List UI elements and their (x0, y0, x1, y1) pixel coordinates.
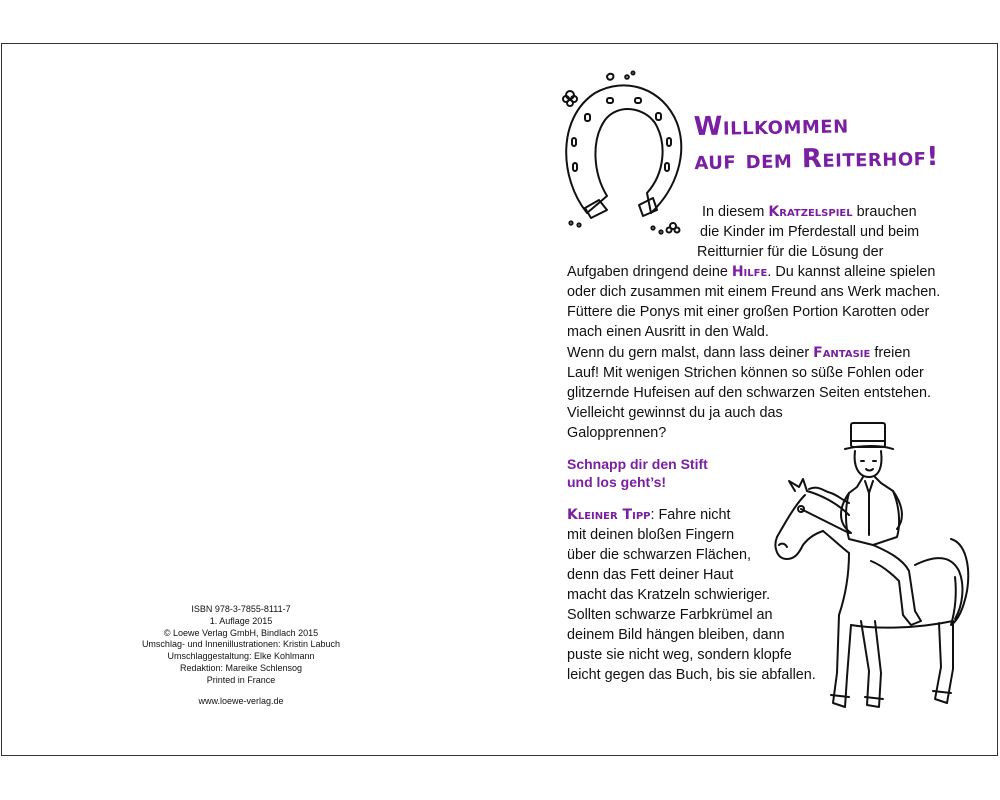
tip-line-2: mit deinen bloßen Fingern (567, 527, 735, 543)
tip-label: Kleiner Tipp (567, 507, 651, 523)
imprint-editor: Redaktion: Mareike Schlensog (179, 662, 303, 673)
tip-line-8: puste sie nicht weg, sondern klopfe (567, 647, 792, 663)
highlight-kratzelspiel: Kratzelspiel (768, 204, 853, 220)
fantasy-line-5: Galopprennen? (567, 425, 667, 441)
horse-rider-icon (765, 415, 975, 725)
imprint-edition: 1. Auflage 2015 (209, 615, 273, 626)
tip-l1-text: : Fahre nicht (650, 507, 731, 523)
tip-line-5: macht das Kratzeln schwieriger. (567, 587, 771, 603)
tip-line-7: deinem Bild hängen bleiben, dann (567, 627, 785, 643)
fantasy-l1-text: Wenn du gern malst, dann lass deiner (567, 345, 814, 361)
tip-line-9: leicht gegen das Buch, bis sie abfallen. (567, 667, 816, 683)
highlight-fantasie: Fantasie (813, 345, 871, 361)
fantasy-line-3: glitzernde Hufeisen auf den schwarzen Seiten entstehen. (567, 385, 931, 401)
imprint-block (123, 604, 359, 707)
intro-l4-text: Aufgaben dringend deine (567, 264, 732, 280)
title-line-1: Willkommen (693, 109, 849, 143)
title-line-2: auf dem Reiterhof! (694, 141, 940, 177)
imprint-website: www.loewe-verlag.de (198, 695, 284, 706)
call-to-action (567, 455, 767, 491)
intro-paragraph (567, 202, 967, 342)
fantasy-line-1 (567, 343, 967, 363)
tip-line-4: denn das Fett deiner Haut (567, 567, 734, 583)
intro-line-7: mach einen Ausritt in den Wald. (567, 324, 769, 340)
fantasy-l1-end: freien (870, 345, 911, 361)
highlight-hilfe: Hilfe (731, 264, 768, 280)
imprint-isbn: ISBN 978-3-7855-8111-7 (191, 604, 291, 614)
imprint-copyright: © Loewe Verlag GmbH, Bindlach 2015 (163, 627, 319, 638)
tip-line-6: Sollten schwarze Farbkrümel an (567, 607, 773, 623)
intro-line-5: oder dich zusammen mit einem Freund ans Werk machen. (567, 284, 941, 300)
intro-l1-text: In diesem (702, 204, 769, 220)
intro-line-6: Füttere die Ponys mit einer großen Portion Karotten oder (567, 304, 930, 320)
imprint-printed: Printed in France (206, 674, 276, 685)
intro-l4-end: . Du kannst alleine spielen (767, 264, 936, 280)
intro-l1-end: brauchen (852, 204, 917, 220)
intro-line-3: Reitturnier für die Lösung der (697, 244, 884, 260)
page-title (693, 106, 939, 178)
intro-line-1 (567, 202, 967, 222)
imprint-illustrations: Umschlag- und Innenillustrationen: Kristin Labuch (141, 639, 341, 650)
tip-line-3: über die schwarzen Flächen, (567, 547, 751, 563)
intro-line-2: die Kinder im Pferdestall und beim (700, 224, 920, 240)
intro-line-4 (567, 262, 967, 282)
cta-line-1: Schnapp dir den Stift (567, 456, 708, 472)
cta-line-2: und los geht’s! (567, 474, 667, 490)
imprint-cover-design: Umschlaggestaltung: Elke Kohlmann (167, 651, 315, 662)
fantasy-line-2: Lauf! Mit wenigen Strichen können so süße Fohlen oder (567, 365, 924, 381)
fantasy-line-4: Vielleicht gewinnst du ja auch das (567, 405, 783, 421)
